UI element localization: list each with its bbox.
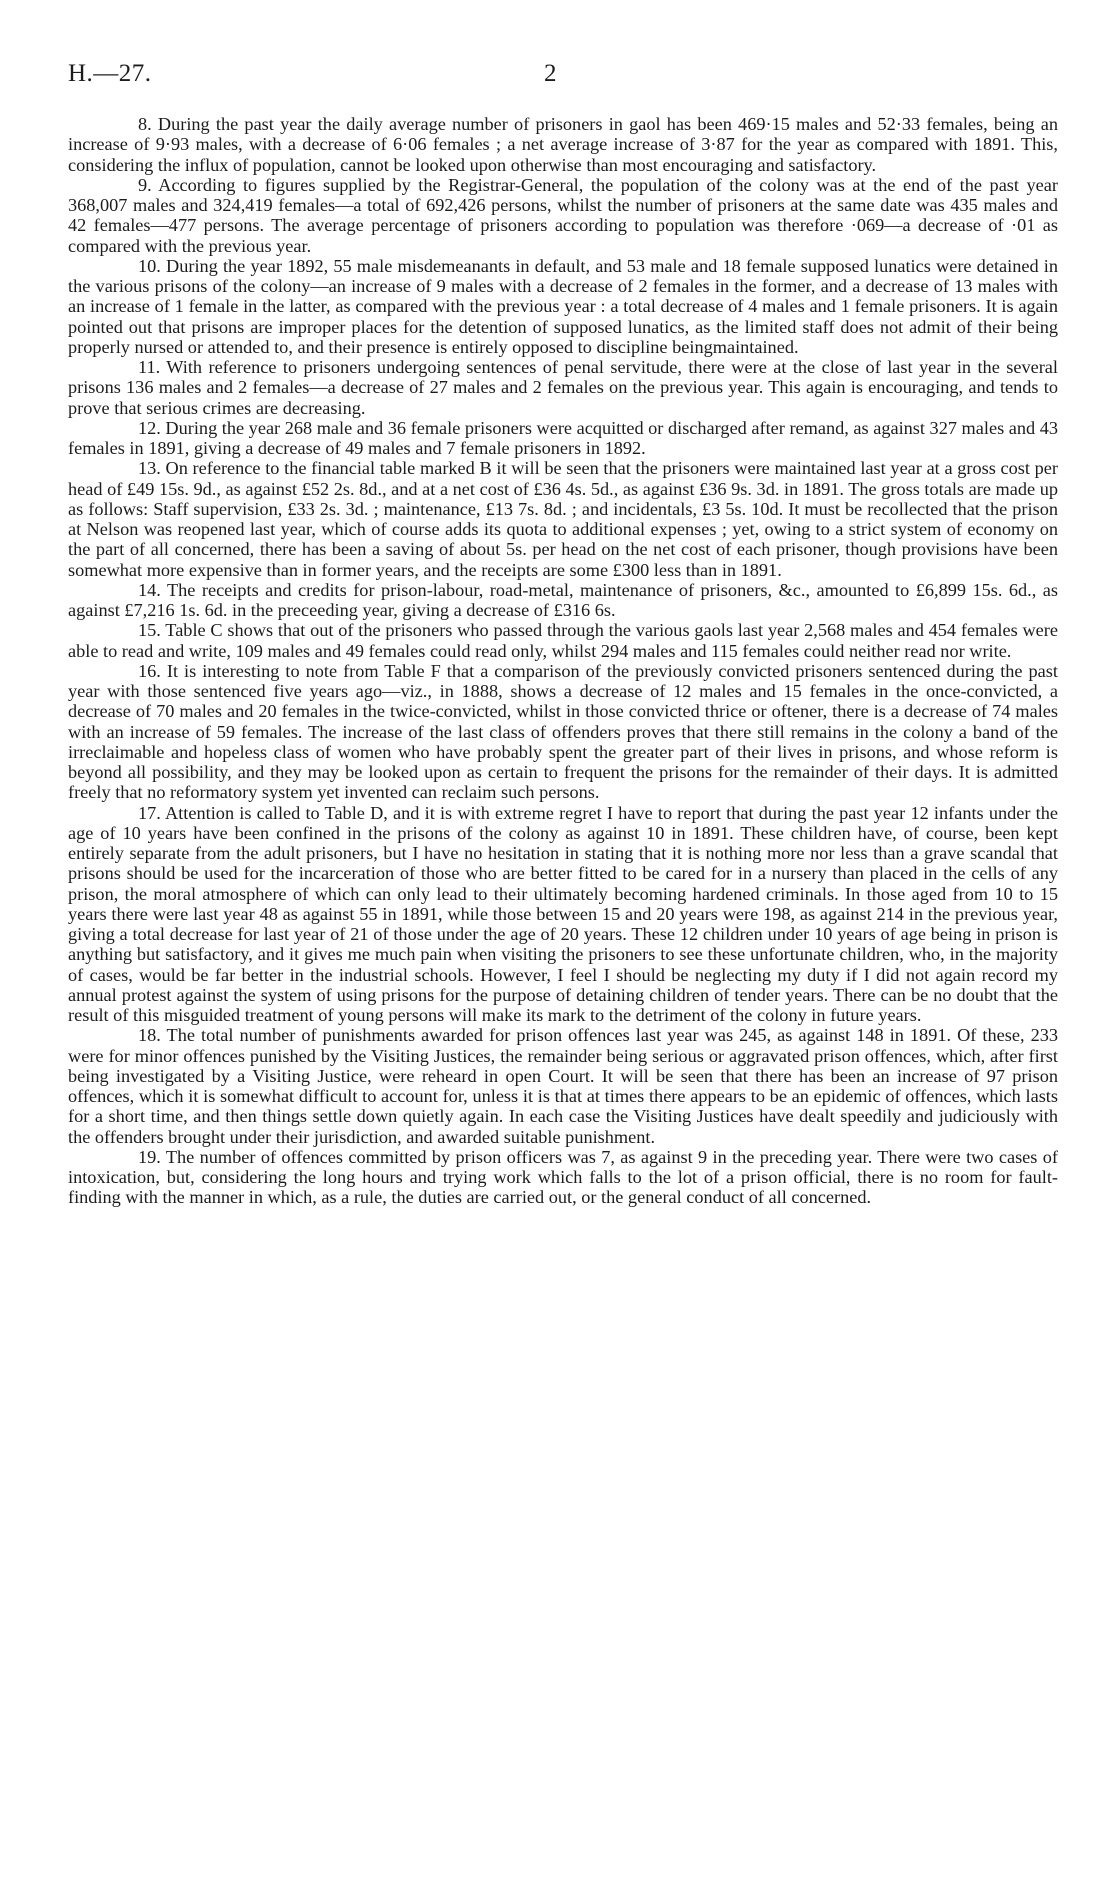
page-header <box>68 60 1058 94</box>
document-reference: H.—27. <box>68 60 152 87</box>
paragraph-12: 12. During the year 268 male and 36 female prisoners were acquitted or discharged after remand, as against 327 males and 43 females in 1891, giving a decrease of 49 males and 7 female prisoners in 1892. <box>68 417 1059 458</box>
paragraph-16: 16. It is interesting to note from Table F that a comparison of the previously convicted prisoners sentenced during the past year with those sentenced five years ago—viz., in 1888, shows a decrease of 12 males and 15 females in the once-convicted, a decrease of 70 males and 20 females in the twice-convicted, whilst in those convicted thrice or oftener, there is a decrease of 74 males with an increase of 59 females. The increase of the last class of offenders proves that there still remains in the colony a band of the irreclaimable and hopeless class of women who have probably spent the greater part of their lives in prisons, and whose reform is beyond all possibility, and they may be looked upon as certain to frequent the prisons for the remainder of their days. It is admitted freely that no reformatory system yet invented can reclaim such persons. <box>68 660 1058 803</box>
page-number: 2 <box>544 60 557 87</box>
paragraph-18: 18. The total number of punishments awarded for prison offences last year was 245, as against 148 in 1891. Of these, 233 were for minor offences punished by the Visiting Justices, the remainder being serious or aggravated prison offences, which, after first being investigated by a Visiting Justice, were reheard in open Court. It will be seen that there has been an increase of 97 prison offences, which it is somewhat difficult to account for, unless it is that at times there appears to be an epidemic of offences, which lasts for a short time, and then things settle down quietly again. In each case the Visiting Justices have dealt speedily and judiciously with the offenders brought under their jurisdiction, and awarded suitable punishment. <box>68 1025 1058 1147</box>
paragraph-14: 14. The receipts and credits for prison-labour, road-metal, maintenance of prisoners, &c., amounted to £6,899 15s. 6d., as against £7,216 1s. 6d. in the preceeding year, giving a decrease of £316 6s. <box>68 579 1058 620</box>
paragraph-8: 8. During the past year the daily average number of prisoners in gaol has been 469·15 males and 52·33 females, being an increase of 9·93 males, with a decrease of 6·06 females ; a net average increase of 3·87 for the year as compared with 1891. This, considering the influx of population, cannot be looked upon otherwise than most encouraging and satisfactory. <box>68 114 1058 175</box>
paragraph-10: 10. During the year 1892, 55 male misdemeanants in default, and 53 male and 18 female supposed lunatics were detained in the various prisons of the colony—an increase of 9 males with a decrease of 2 females in the former, and a decrease of 13 males with an increase of 1 female in the latter, as compared with the previous year : a total decrease of 4 males and 1 female prisoners. It is again pointed out that prisons are improper places for the detention of supposed lunatics, as the limited staff does not admit of their being properly nursed or attended to, and their presence is entirely opposed to discipline beingmaintained. <box>68 255 1058 357</box>
paragraph-15: 15. Table C shows that out of the prisoners who passed through the various gaols last year 2,568 males and 454 females were able to read and write, 109 males and 49 females could read only, whilst 294 males and 115 females could neither read nor write. <box>68 620 1058 661</box>
paragraph-9: 9. According to figures supplied by the Registrar-General, the population of the colony was at the end of the past year 368,007 males and 324,419 females—a total of 692,426 persons, whilst the number of prisoners at the same date was 435 males and 42 females—477 persons. The average percentage of prisoners according to population was therefore ·069—a decrease of ·01 as compared with the previous year. <box>68 174 1058 256</box>
paragraph-17: 17. Attention is called to Table D, and it is with extreme regret I have to report that during the past year 12 infants under the age of 10 years have been confined in the prisons of the colony as against 10 in 1891. These children have, of course, been kept entirely separate from the adult prisoners, but I have no hesitation in stating that it is nothing more nor less than a grave scandal that prisons should be used for the incarceration of those who are better fitted to be cared for in a nursery than placed in the cells of any prison, the moral atmosphere of which can only lead to their ultimately becoming hardened criminals. In those aged from 10 to 15 years there were last year 48 as against 55 in 1891, while those between 15 and 20 years were 198, as against 214 in the previous year, giving a total decrease for last year of 21 of those under the age of 20 years. These 12 children under 10 years of age being in prison is anything but satisfactory, and it gives me much pain when visiting the prisoners to see these unfortunate children, who, in the majority of cases, would be far better in the industrial schools. However, I feel I should be neglecting my duty if I did not again record my annual protest against the system of using prisons for the purpose of detaining children of tender years. There can be no doubt that the result of this misguided treatment of young persons will make its mark to the detriment of the colony in future years. <box>68 802 1058 1025</box>
paragraph-19: 19. The number of offences committed by prison officers was 7, as against 9 in the preceding year. There were two cases of intoxication, but, considering the long hours and trying work which falls to the lot of a prison official, there is no room for fault-finding with the manner in which, as a rule, the duties are carried out, or the general conduct of all concerned. <box>68 1146 1058 1208</box>
paragraph-11: 11. With reference to prisoners undergoing sentences of penal servitude, there were at the close of last year in the several prisons 136 males and 2 females—a decrease of 27 males and 2 females on the previous year. This again is encouraging, and tends to prove that serious crimes are decreasing. <box>68 357 1058 418</box>
report-body <box>68 114 1058 1208</box>
paragraph-13: 13. On reference to the financial table marked B it will be seen that the prisoners were maintained last year at a gross cost per head of £49 15s. 9d., as against £52 2s. 8d., and at a net cost of £36 4s. 5d., as against £36 9s. 3d. in 1891. The gross totals are made up as follows: Staff supervision, £33 2s. 3d. ; maintenance, £13 7s. 8d. ; and incidentals, £3 5s. 10d. It must be recollected that the prison at Nelson was reopened last year, which of course adds its quota to additional expenses ; yet, owing to a strict system of economy on the part of all concerned, there has been a saving of about 5s. per head on the net cost of each prisoner, though provisions have been somewhat more expensive than in former years, and the receipts are some £300 less than in 1891. <box>68 458 1058 580</box>
